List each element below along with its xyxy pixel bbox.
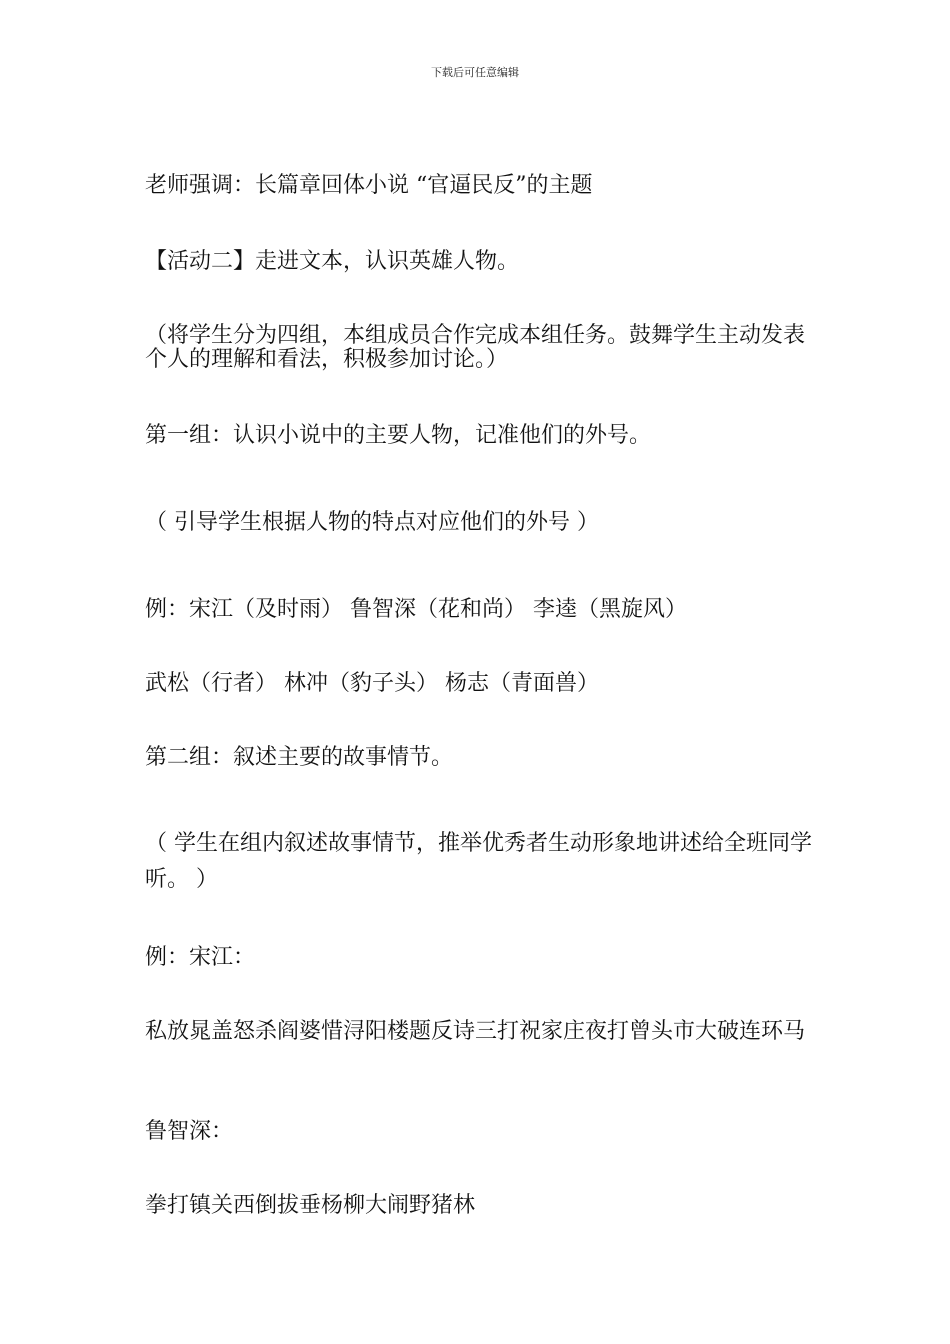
paragraph-group-instructions: （将学生分为四组，本组成员合作完成本组任务。鼓舞学生主动发表个人的理解和看法，积极参加讨论。） — [145, 323, 806, 372]
paragraph-group-one-guidance: （ 引导学生根据人物的特点对应他们的外号 ） — [145, 510, 599, 535]
paragraph-nickname-examples-1: 例：宋江（及时雨） 鲁智深（花和尚） 李逵（黑旋风） — [145, 597, 687, 622]
paragraph-luzhishen-label: 鲁智深： — [145, 1119, 234, 1144]
paragraph-songjiang-label: 例：宋江： — [145, 945, 256, 970]
paragraph-songjiang-stories: 私放晁盖怒杀阎婆惜浔阳楼题反诗三打祝家庄夜打曾头市大破连环马 — [145, 1019, 806, 1044]
paragraph-group-two-task: 第二组：叙述主要的故事情节。 — [145, 745, 454, 770]
paragraph-nickname-examples-2: 武松（行者） 林冲（豹子头） 杨志（青面兽） — [145, 671, 599, 696]
paragraph-luzhishen-stories: 拳打镇关西倒拔垂杨柳大闹野猪林 — [145, 1193, 476, 1218]
paragraph-group-two-guidance: （ 学生在组内叙述故事情节，推举优秀者生动形象地讲述给全班同学听。 ） — [145, 831, 812, 892]
page-header-note: 下载后可任意编辑 — [431, 66, 519, 79]
paragraph-teacher-emphasis: 老师强调：长篇章回体小说 “官逼民反”的主题 — [145, 173, 593, 198]
paragraph-activity-two-title: 【活动二】走进文本，认识英雄人物。 — [145, 249, 520, 274]
paragraph-group-one-task: 第一组：认识小说中的主要人物，记准他们的外号。 — [145, 423, 652, 448]
